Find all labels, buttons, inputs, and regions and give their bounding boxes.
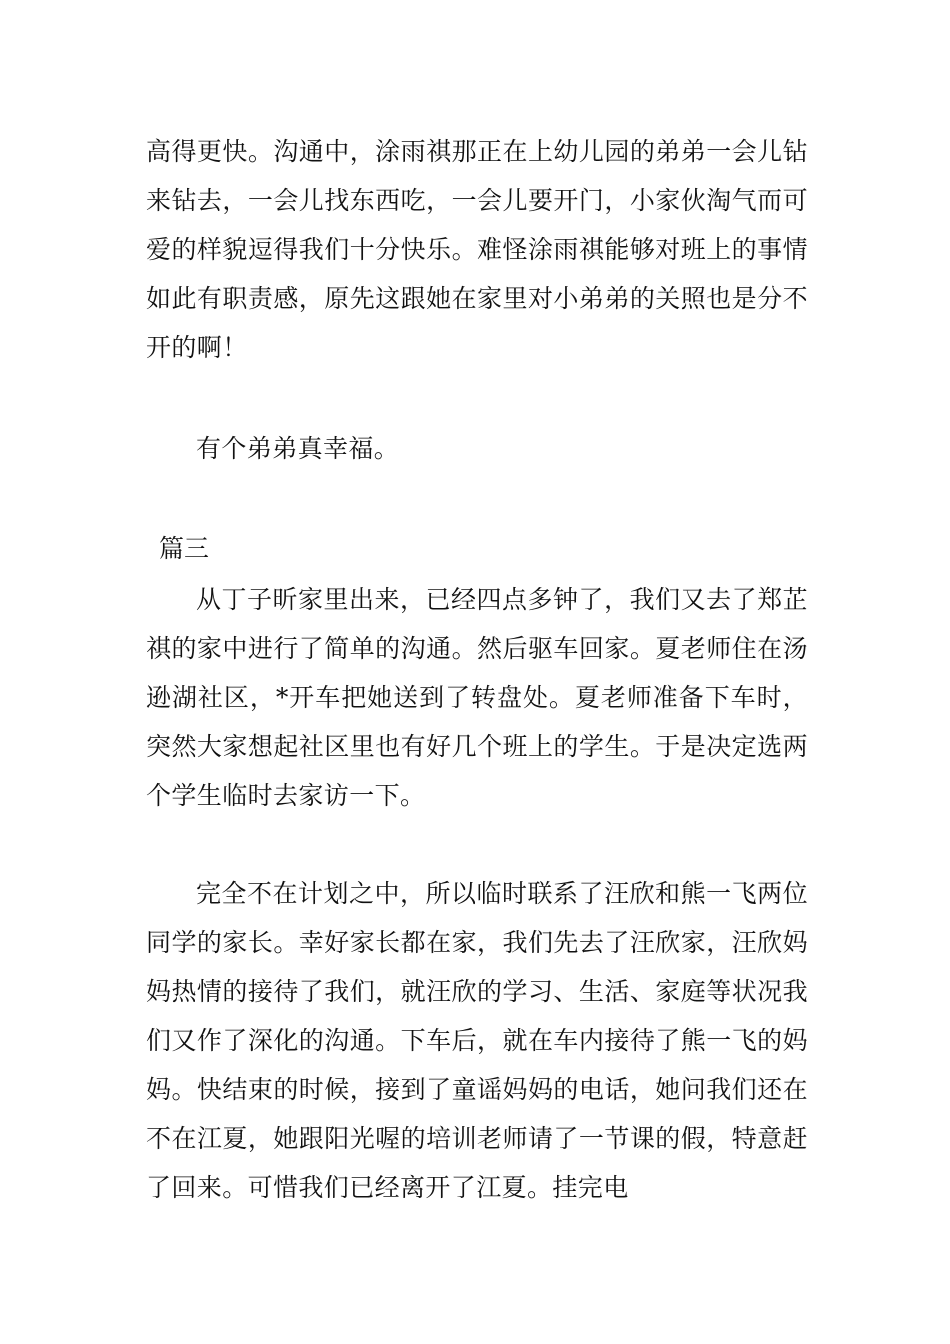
paragraph-little-brother: 有个弟弟真幸福。 [196, 434, 400, 463]
section-heading: 篇三 [159, 534, 210, 563]
paragraph-continuation: 高得更快。沟通中，涂雨祺那正在上幼儿园的弟弟一会儿钻来钻去，一会儿找东西吃，一会儿要开门，小家伙淘气而可爱的样貌逗得我们十分快乐。难怪涂雨祺能够对班上的事情如此有职责感，原先这跟她在家里对小弟弟的关照也是分不开的啊！ [146, 137, 808, 362]
paragraph-home-visit: 从丁子昕家里出来，已经四点多钟了，我们又去了郑芷祺的家中进行了简单的沟通。然后驱车回家。夏老师住在汤逊湖社区，*开车把她送到了转盘处。夏老师准备下车时，突然大家想起社区里也有好几个班上的学生。于是决定选两个学生临时去家访一下。 [146, 585, 808, 810]
paragraph-unplanned-visit: 完全不在计划之中，所以临时联系了汪欣和熊一飞两位同学的家长。幸好家长都在家，我们先去了汪欣家，汪欣妈妈热情的接待了我们，就汪欣的学习、生活、家庭等状况我们又作了深化的沟通。下车后，就在车内接待了熊一飞的妈妈。快结束的时候，接到了童谣妈妈的电话，她问我们还在不在江夏，她跟阳光喔的培训老师请了一节课的假，特意赶了回来。可惜我们已经离开了江夏。挂完电 [146, 879, 808, 1202]
